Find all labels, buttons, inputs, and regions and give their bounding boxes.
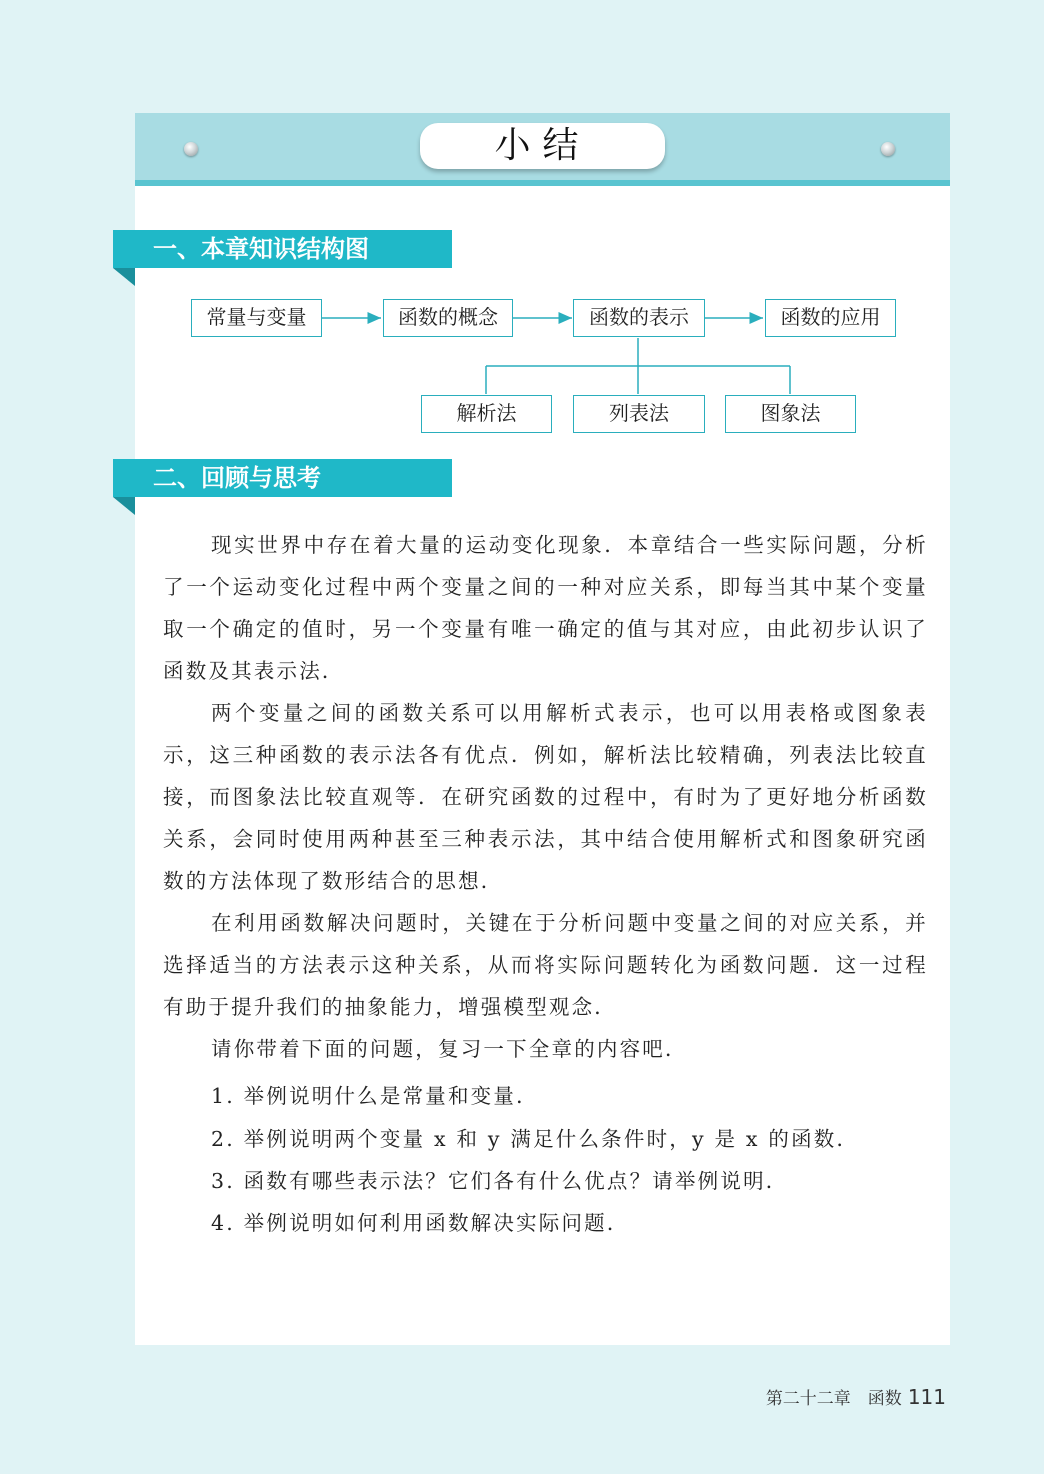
section-2-title: 二、回顾与思考 — [113, 459, 452, 497]
section-2-fold — [113, 497, 135, 515]
diagram-box-constants-variables: 常量与变量 — [191, 299, 322, 337]
footer-chapter: 第二十二章 函数 — [765, 1389, 902, 1409]
review-prompt: 请你带着下面的问题，复习一下全章的内容吧． — [211, 1037, 688, 1061]
diagram-box-function-application: 函数的应用 — [765, 299, 896, 337]
diagram-box-graph-method: 图象法 — [725, 395, 856, 433]
question-1: 1. 举例说明什么是常量和变量． — [211, 1084, 539, 1108]
question-3: 3. 函数有哪些表示法？它们各有什么优点？请举例说明． — [211, 1169, 789, 1193]
page-number: 111 — [907, 1385, 946, 1409]
paragraph-3: 在利用函数解决问题时，关键在于分析问题中变量之间的对应关系，并选择适当的方法表示这种关系，从而将实际问题转化为函数问题．这一过程有助于提升我们的抽象能力，增强模型观念． — [163, 911, 928, 1019]
paragraph-1: 现实世界中存在着大量的运动变化现象．本章结合一些实际问题，分析了一个运动变化过程中两个变量之间的一种对应关系，即每当其中某个变量取一个确定的值时，另一个变量有唯一确定的值与其对应，由此初步认识了函数及其表示法． — [163, 533, 928, 683]
page-title: 小结 — [420, 123, 665, 169]
diagram-box-analytic-method: 解析法 — [421, 395, 552, 433]
diagram-box-function-concept: 函数的概念 — [383, 299, 513, 337]
diagram-box-function-representation: 函数的表示 — [573, 299, 705, 337]
page-footer — [766, 1384, 946, 1409]
question-2: 2. 举例说明两个变量 x 和 y 满足什么条件时，y 是 x 的函数． — [211, 1127, 860, 1151]
paragraph-2: 两个变量之间的函数关系可以用解析式表示，也可以用表格或图象表示，这三种函数的表示法各有优点．例如，解析法比较精确，列表法比较直接，而图象法比较直观等．在研究函数的过程中，有时为了更好地分析函数关系，会同时使用两种甚至三种表示法，其中结合使用解析式和图象研究函数的方法体现了数形结合的思想． — [163, 701, 928, 893]
diagram-box-table-method: 列表法 — [573, 395, 705, 433]
question-4: 4. 举例说明如何利用函数解决实际问题． — [211, 1211, 630, 1235]
section-1-title: 一、本章知识结构图 — [113, 230, 452, 268]
